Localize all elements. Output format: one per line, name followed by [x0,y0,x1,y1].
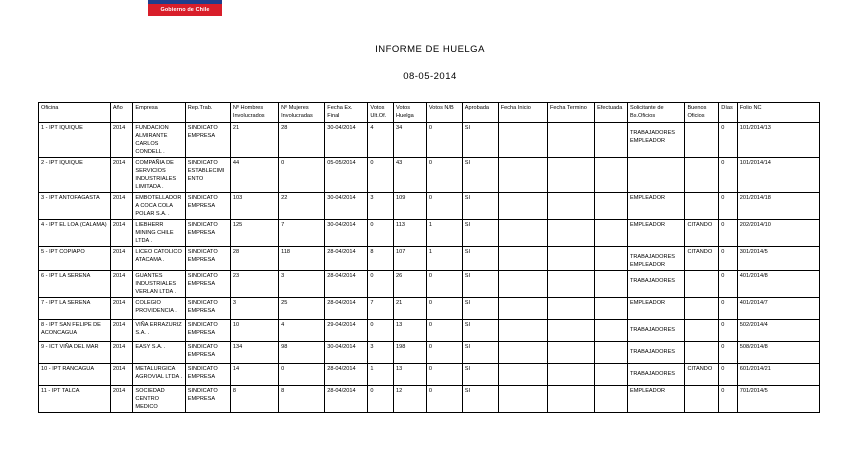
cell-fecha-ex-final: 30-04/2014 [325,123,368,158]
cell-solicitante [627,220,684,247]
cell-folio-nc: 101/2014/13 [737,123,819,158]
header-dias: Días [719,103,737,123]
cell-fecha-termino [547,342,594,364]
cell-folio-nc: 601/2014/21 [737,364,819,386]
cell-empresa: COMPAÑIA DE SERVICIOS INDUSTRIALES LIMITADA . [133,158,185,193]
header-mujeres: Nº Mujeres Involucradas [279,103,325,123]
gobierno-logo [148,0,222,16]
cell-fecha-ex-final: 28-04/2014 [325,247,368,271]
cell-hombres: 44 [230,158,278,193]
solicitante-secondary: TRABAJADORES EMPLEADOR [629,130,676,144]
cell-rep-trab: SINDICATO EMPRESA [185,364,230,386]
header-votos-ult-of: Votos Ult.Of. [368,103,394,123]
cell-votos-ult-of: 0 [368,271,394,298]
solicitante-primary: EMPLEADOR [629,300,666,306]
cell-fecha-inicio [498,298,547,320]
cell-votos-nb: 0 [426,271,462,298]
header-folio-nc: Folio NC [737,103,819,123]
cell-votos-nb: 0 [426,298,462,320]
cell-oficina: 7 - IPT LA SERENA [39,298,111,320]
cell-folio-nc: 202/2014/10 [737,220,819,247]
cell-empresa: VIÑA ERRAZURIZ S.A. . [133,320,185,342]
cell-rep-trab: SINDICATO EMPRESA [185,342,230,364]
cell-empresa: FUNDACION ALMIRANTE CARLOS CONDELL . [133,123,185,158]
cell-efectuada [595,364,628,386]
cell-hombres: 23 [230,271,278,298]
cell-fecha-inicio [498,271,547,298]
cell-ano: 2014 [110,247,133,271]
solicitante-secondary: TRABAJADORES [629,349,676,355]
cell-fecha-inicio [498,123,547,158]
cell-fecha-termino [547,193,594,220]
header-fecha-ex-final: Fecha Ex. Final [325,103,368,123]
cell-aprobada: SI [462,158,498,193]
cell-aprobada: SI [462,123,498,158]
solicitante-primary: EMPLEADOR [629,195,666,201]
cell-votos-ult-of: 0 [368,386,394,413]
header-efectuada: Efectuada [595,103,628,123]
cell-ano: 2014 [110,220,133,247]
cell-solicitante [627,271,684,298]
table-header-row [39,103,820,123]
header-rep-trab: Rep.Trab. [185,103,230,123]
cell-oficina: 10 - IPT RANCAGUA [39,364,111,386]
cell-votos-ult-of: 0 [368,320,394,342]
cell-rep-trab: SINDICATO EMPRESA [185,271,230,298]
cell-mujeres: 98 [279,342,325,364]
table-row [39,271,820,298]
cell-dias: 0 [719,123,737,158]
cell-mujeres: 3 [279,271,325,298]
cell-votos-nb: 1 [426,247,462,271]
cell-fecha-ex-final: 28-04/2014 [325,386,368,413]
table-body [39,123,820,413]
cell-ano: 2014 [110,364,133,386]
cell-fecha-inicio [498,364,547,386]
cell-mujeres: 0 [279,158,325,193]
cell-ano: 2014 [110,123,133,158]
cell-buenos-oficios [685,320,719,342]
cell-aprobada: SI [462,271,498,298]
cell-buenos-oficios [685,271,719,298]
cell-mujeres: 118 [279,247,325,271]
solicitante-secondary: TRABAJADORES EMPLEADOR [629,254,676,268]
cell-ano: 2014 [110,158,133,193]
cell-hombres: 8 [230,386,278,413]
cell-aprobada: SI [462,320,498,342]
cell-hombres: 134 [230,342,278,364]
cell-rep-trab: SINDICATO EMPRESA [185,298,230,320]
cell-fecha-termino [547,298,594,320]
cell-aprobada: SI [462,247,498,271]
cell-fecha-termino [547,247,594,271]
table-row [39,298,820,320]
solicitante-primary: EMPLEADOR [629,388,666,394]
header-oficina: Oficina [39,103,111,123]
cell-fecha-ex-final: 28-04/2014 [325,298,368,320]
cell-efectuada [595,158,628,193]
cell-rep-trab: SINDICATO EMPRESA [185,193,230,220]
cell-oficina: 11 - IPT TALCA [39,386,111,413]
table-row [39,123,820,158]
cell-mujeres: 8 [279,386,325,413]
cell-fecha-termino [547,320,594,342]
cell-fecha-ex-final: 29-04/2014 [325,320,368,342]
cell-rep-trab: SINDICATO EMPRESA [185,386,230,413]
cell-empresa: EASY S.A. . [133,342,185,364]
cell-solicitante [627,193,684,220]
cell-hombres: 103 [230,193,278,220]
cell-efectuada [595,220,628,247]
cell-solicitante [627,247,684,271]
cell-votos-nb: 0 [426,193,462,220]
cell-buenos-oficios [685,386,719,413]
cell-oficina: 9 - ICT VIÑA DEL MAR [39,342,111,364]
cell-votos-huelga: 13 [394,364,427,386]
cell-oficina: 2 - IPT IQUIQUE [39,158,111,193]
cell-votos-ult-of: 0 [368,158,394,193]
cell-ano: 2014 [110,298,133,320]
cell-votos-ult-of: 4 [368,123,394,158]
header-hombres: Nº Hombres Involucrados [230,103,278,123]
cell-folio-nc: 508/2014/8 [737,342,819,364]
cell-votos-nb: 0 [426,364,462,386]
cell-fecha-termino [547,123,594,158]
cell-mujeres: 4 [279,320,325,342]
cell-hombres: 28 [230,247,278,271]
cell-votos-ult-of: 1 [368,364,394,386]
cell-votos-huelga: 43 [394,158,427,193]
cell-fecha-termino [547,158,594,193]
cell-mujeres: 28 [279,123,325,158]
cell-fecha-ex-final: 30-04/2014 [325,220,368,247]
table-row [39,320,820,342]
cell-votos-nb: 0 [426,386,462,413]
cell-fecha-inicio [498,247,547,271]
cell-efectuada [595,298,628,320]
cell-votos-nb: 0 [426,342,462,364]
cell-oficina: 3 - IPT ANTOFAGASTA [39,193,111,220]
cell-ano: 2014 [110,320,133,342]
cell-votos-ult-of: 3 [368,342,394,364]
cell-fecha-inicio [498,320,547,342]
cell-empresa: EMBOTELLADORA COCA COLA POLAR S.A. . [133,193,185,220]
header-fecha-termino: Fecha Termino [547,103,594,123]
cell-aprobada: SI [462,386,498,413]
cell-fecha-termino [547,220,594,247]
cell-buenos-oficios [685,123,719,158]
cell-hombres: 21 [230,123,278,158]
cell-rep-trab: SINDICATO ESTABLECIMIENTO [185,158,230,193]
header-empresa: Empresa [133,103,185,123]
cell-efectuada [595,193,628,220]
cell-mujeres: 7 [279,220,325,247]
cell-folio-nc: 701/2014/5 [737,386,819,413]
cell-efectuada [595,271,628,298]
cell-dias: 0 [719,158,737,193]
cell-solicitante [627,386,684,413]
cell-folio-nc: 502/2014/4 [737,320,819,342]
header-votos-huelga: Votos Huelga [394,103,427,123]
cell-votos-ult-of: 3 [368,193,394,220]
cell-dias: 0 [719,320,737,342]
cell-fecha-termino [547,386,594,413]
cell-folio-nc: 201/2014/18 [737,193,819,220]
table-row [39,247,820,271]
header-aprobada: Aprobada [462,103,498,123]
cell-dias: 0 [719,193,737,220]
cell-votos-nb: 1 [426,220,462,247]
cell-votos-huelga: 107 [394,247,427,271]
strike-report-table [38,102,820,413]
table-row [39,193,820,220]
solicitante-secondary: TRABAJADORES [629,278,676,284]
cell-rep-trab: SINDICATO EMPRESA [185,123,230,158]
cell-fecha-termino [547,271,594,298]
cell-fecha-inicio [498,342,547,364]
cell-solicitante [627,298,684,320]
cell-fecha-ex-final: 30-04/2014 [325,342,368,364]
report-title: INFORME DE HUELGA [375,44,485,55]
cell-solicitante [627,158,684,193]
cell-empresa: METALURGICA AGROVIAL LTDA . [133,364,185,386]
cell-fecha-inicio [498,386,547,413]
logo-text: Gobierno de Chile [148,4,222,16]
cell-mujeres: 22 [279,193,325,220]
cell-votos-huelga: 26 [394,271,427,298]
cell-solicitante [627,364,684,386]
cell-folio-nc: 301/2014/5 [737,247,819,271]
cell-votos-nb: 0 [426,158,462,193]
cell-folio-nc: 401/2014/8 [737,271,819,298]
cell-empresa: LICEO CATOLICO ATACAMA . [133,247,185,271]
cell-rep-trab: SINDICATO EMPRESA [185,220,230,247]
table-row [39,342,820,364]
cell-rep-trab: SINDICATO EMPRESA [185,247,230,271]
cell-hombres: 14 [230,364,278,386]
header-votos-nb: Votos N/B [426,103,462,123]
cell-fecha-ex-final: 28-04/2014 [325,271,368,298]
cell-dias: 0 [719,386,737,413]
table-row [39,364,820,386]
report-date: 08-05-2014 [403,71,457,82]
cell-votos-ult-of: 8 [368,247,394,271]
solicitante-secondary: TRABAJADORES [629,371,676,377]
cell-aprobada: SI [462,342,498,364]
cell-dias: 0 [719,364,737,386]
cell-fecha-ex-final: 30-04/2014 [325,193,368,220]
cell-solicitante [627,123,684,158]
cell-buenos-oficios [685,298,719,320]
cell-fecha-inicio [498,193,547,220]
cell-efectuada [595,386,628,413]
cell-aprobada: SI [462,298,498,320]
header-ano: Año [110,103,133,123]
cell-dias: 0 [719,298,737,320]
cell-mujeres: 0 [279,364,325,386]
cell-empresa: LIEBHERR MINING CHILE LTDA . [133,220,185,247]
cell-oficina: 6 - IPT LA SERENA [39,271,111,298]
cell-votos-huelga: 198 [394,342,427,364]
cell-votos-huelga: 12 [394,386,427,413]
cell-buenos-oficios [685,158,719,193]
cell-votos-ult-of: 0 [368,220,394,247]
cell-votos-huelga: 34 [394,123,427,158]
cell-votos-huelga: 113 [394,220,427,247]
cell-ano: 2014 [110,271,133,298]
cell-mujeres: 25 [279,298,325,320]
cell-buenos-oficios [685,193,719,220]
cell-buenos-oficios: CITANDO [685,220,719,247]
cell-empresa: GUANTES INDUSTRIALES VERLAN LTDA . [133,271,185,298]
cell-ano: 2014 [110,386,133,413]
cell-buenos-oficios [685,342,719,364]
cell-oficina: 4 - IPT EL LOA (CALAMA) [39,220,111,247]
cell-dias: 0 [719,271,737,298]
cell-aprobada: SI [462,193,498,220]
cell-votos-ult-of: 7 [368,298,394,320]
header-solicitante: Solicitante de Bs.Oficios [627,103,684,123]
cell-hombres: 3 [230,298,278,320]
cell-hombres: 10 [230,320,278,342]
cell-empresa: COLEGIO PROVIDENCIA . [133,298,185,320]
cell-dias: 0 [719,220,737,247]
cell-fecha-inicio [498,220,547,247]
cell-buenos-oficios: CITANDO [685,364,719,386]
cell-votos-nb: 0 [426,320,462,342]
cell-folio-nc: 101/2014/14 [737,158,819,193]
cell-dias: 0 [719,247,737,271]
cell-ano: 2014 [110,193,133,220]
cell-fecha-termino [547,364,594,386]
table-row [39,220,820,247]
solicitante-secondary: TRABAJADORES [629,327,676,333]
cell-votos-huelga: 13 [394,320,427,342]
table-row [39,386,820,413]
cell-solicitante [627,320,684,342]
cell-ano: 2014 [110,342,133,364]
cell-oficina: 1 - IPT IQUIQUE [39,123,111,158]
cell-efectuada [595,123,628,158]
cell-efectuada [595,247,628,271]
header-fecha-inicio: Fecha Inicio [498,103,547,123]
cell-aprobada: SI [462,364,498,386]
cell-fecha-inicio [498,158,547,193]
header-buenos-oficios: Buenos Oficios [685,103,719,123]
cell-folio-nc: 401/2014/7 [737,298,819,320]
cell-oficina: 5 - IPT COPIAPO [39,247,111,271]
cell-votos-huelga: 109 [394,193,427,220]
cell-votos-huelga: 21 [394,298,427,320]
cell-empresa: SOCIEDAD CENTRO MEDICO [133,386,185,413]
cell-dias: 0 [719,342,737,364]
table-row [39,158,820,193]
cell-solicitante [627,342,684,364]
cell-rep-trab: SINDICATO EMPRESA [185,320,230,342]
cell-buenos-oficios: CITANDO [685,247,719,271]
cell-efectuada [595,342,628,364]
cell-oficina: 8 - IPT SAN FELIPE DE ACONCAGUA [39,320,111,342]
cell-votos-nb: 0 [426,123,462,158]
solicitante-primary: EMPLEADOR [629,222,666,228]
cell-fecha-ex-final: 05-05/2014 [325,158,368,193]
cell-efectuada [595,320,628,342]
cell-fecha-ex-final: 28-04/2014 [325,364,368,386]
cell-hombres: 125 [230,220,278,247]
cell-aprobada: SI [462,220,498,247]
